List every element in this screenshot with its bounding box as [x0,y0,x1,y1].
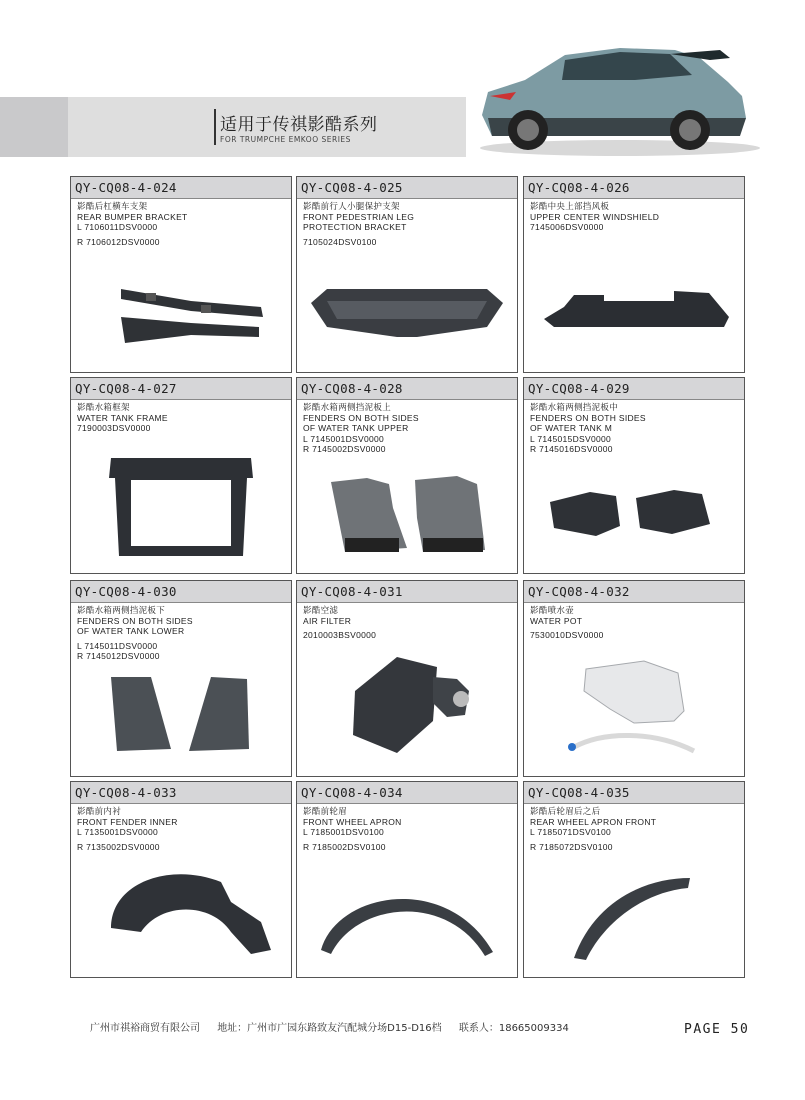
product-line: FENDERS ON BOTH SIDES [77,615,193,626]
product-card [70,377,292,574]
product-line: 7190003DSV0000 [77,423,151,433]
upper-windshield-image [524,177,745,373]
product-line: 7145006DSV0000 [530,222,604,232]
product-line: L 7185001DSV0100 [303,827,385,837]
product-line: REAR WHEEL APRON FRONT [530,816,657,827]
product-line: FRONT FENDER INNER [77,816,178,827]
product-card [523,377,745,574]
product-line: R 7185002DSV0100 [303,841,386,852]
footer-contact: 联系人：18665009334 [458,1023,569,1034]
footer-address: 地址：广州市广园东路致友汽配城分场D15-D16档 [217,1023,442,1034]
product-card [296,781,518,978]
product-card [70,176,292,373]
front-wheel-apron-image [297,782,518,978]
product-line: 影酷水箱两侧挡泥板下 [77,605,166,615]
product-card [296,377,518,574]
product-code: QY-CQ08-4-029 [524,378,744,400]
product-line: FRONT WHEEL APRON [303,816,402,827]
product-code: QY-CQ08-4-031 [297,581,517,603]
product-line: R 7145012DSV0000 [77,651,160,661]
product-code: QY-CQ08-4-024 [71,177,291,199]
car-image [470,30,760,165]
product-card [70,781,292,978]
product-line: L 7145015DSV0000 [530,433,612,444]
product-line: FENDERS ON BOTH SIDES [530,412,646,423]
product-line: 影酷水箱两侧挡泥板中 [530,402,619,412]
product-line: OF WATER TANK M [530,423,613,433]
product-line: OF WATER TANK UPPER [303,423,409,433]
product-card [70,580,292,777]
product-code: QY-CQ08-4-032 [524,581,744,603]
title-divider [214,109,216,145]
product-line: R 7106012DSV0000 [77,236,160,247]
fender-inner-image [71,782,292,978]
product-line: L 7145011DSV0000 [77,640,158,651]
product-line: L 7106011DSV0000 [77,222,158,232]
product-line: 影酷前行人小腿保护支架 [303,201,400,211]
product-card [523,781,745,978]
product-code: QY-CQ08-4-035 [524,782,744,804]
product-line: 影酷前内衬 [77,806,122,816]
series-title-en: FOR TRUMPCHE EMKOO SERIES [220,135,351,144]
product-line: UPPER CENTER WINDSHIELD [530,211,660,222]
product-line: 影酷中央上部挡风板 [530,201,610,211]
product-code: QY-CQ08-4-028 [297,378,517,400]
product-card [523,580,745,777]
product-line: AIR FILTER [303,615,352,626]
product-line: R 7145002DSV0000 [303,444,386,454]
product-line: L 7185071DSV0100 [530,827,612,837]
product-line: L 7135001DSV0000 [77,827,159,837]
pedestrian-leg-bracket-image [297,177,518,373]
product-line: FENDERS ON BOTH SIDES [303,412,419,423]
product-card [296,580,518,777]
product-code: QY-CQ08-4-026 [524,177,744,199]
product-line: 影酷水箱框架 [77,402,130,412]
product-code: QY-CQ08-4-027 [71,378,291,400]
product-code: QY-CQ08-4-030 [71,581,291,603]
product-line: L 7145001DSV0000 [303,433,385,444]
product-code: QY-CQ08-4-034 [297,782,517,804]
product-line: 2010003BSV0000 [303,630,377,640]
rear-bumper-bracket-image [71,177,292,373]
product-card [523,176,745,373]
series-title-bar [68,97,466,157]
footer-info [90,1019,583,1034]
product-line: 影酷后杠横车支架 [77,201,148,211]
product-card [296,176,518,373]
air-filter-image [297,581,518,777]
product-line: 影酷后轮眉后之后 [530,806,601,816]
product-line: R 7135002DSV0000 [77,841,160,852]
footer-company: 广州市祺裕商贸有限公司 [90,1023,200,1034]
product-code: QY-CQ08-4-033 [71,782,291,804]
product-line: PROTECTION BRACKET [303,222,407,232]
product-line: WATER TANK FRAME [77,412,168,423]
product-code: QY-CQ08-4-025 [297,177,517,199]
product-line: OF WATER TANK LOWER [77,626,185,636]
product-line: WATER POT [530,615,583,626]
rear-wheel-apron-image [524,782,745,978]
product-line: 7530010DSV0000 [530,630,604,640]
product-line: 影酷水箱两侧挡泥板上 [303,402,392,412]
tank-fender-m-image [524,378,745,574]
tank-fender-lower-image [71,581,292,777]
water-pot-image [524,581,745,777]
series-title-cn: 适用于传祺影酷系列 [220,115,378,135]
header-side-block [0,97,68,157]
product-line: 影酷喷水壶 [530,605,575,615]
water-tank-frame-image [71,378,292,574]
product-line: REAR BUMPER BRACKET [77,211,188,222]
product-line: 7105024DSV0100 [303,236,377,247]
tank-fender-upper-image [297,378,518,574]
product-line: 影酷前轮眉 [303,806,348,816]
product-line: R 7185072DSV0100 [530,841,613,852]
product-line: 影酷空滤 [303,605,339,615]
product-line: R 7145016DSV0000 [530,444,613,454]
product-line: FRONT PEDESTRIAN LEG [303,211,415,222]
page-number: PAGE 50 [684,1022,750,1037]
